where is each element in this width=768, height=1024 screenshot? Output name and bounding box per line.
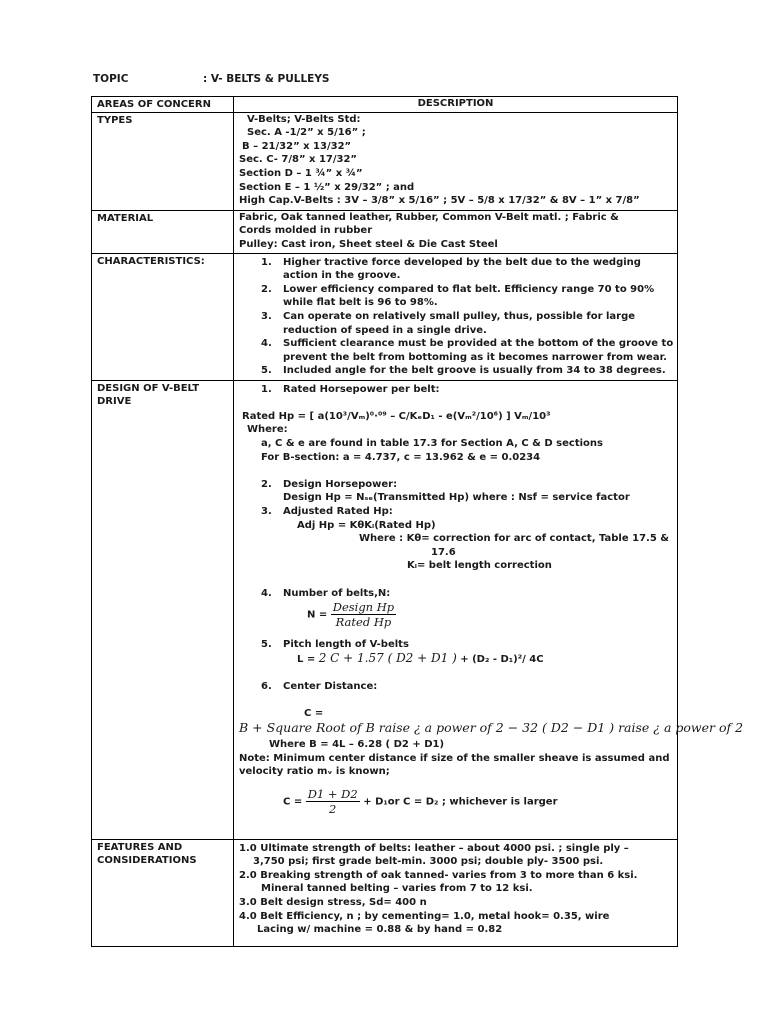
types-label: TYPES [92, 112, 234, 210]
features-label: FEATURES AND CONSIDERATIONS [92, 839, 234, 946]
characteristic-item: 2. Lower efficiency compared to flat belt. Efficiency range 70 to 90% while flat belt is 96 to 98%. [261, 283, 655, 309]
design-step-4: 4. Number of belts,N: [261, 587, 391, 599]
header-row [92, 97, 678, 113]
design-label: DESIGN OF V-BELT DRIVE [92, 380, 234, 839]
characteristic-item: 4. Sufficient clearance must be provided at the bottom of the groove to prevent the belt from bottoming as it becomes narrower from wear. [261, 338, 674, 363]
types-line: Sec. A -1/2” x 5/16” ; [247, 127, 366, 139]
min-center-formula: C = $\frac{D1 + D2}{2}$ + D₁or C = D₂ ; whichever is larger [283, 787, 558, 817]
pitch-length-formula: L = 2 C + 1.57 ( D2 + D1 ) + (D₂ - D₁)²/ 4C [297, 650, 544, 665]
row-material [92, 210, 678, 253]
specs-table [91, 96, 744, 947]
types-line: Sec. C- 7/8” x 17/32” [239, 154, 358, 166]
feature-line: Lacing w/ machine = 0.88 & by hand = 0.82 [257, 924, 503, 936]
adj-hp-formula: Adj Hp = KθKₗ(Rated Hp) [297, 519, 436, 531]
kl-note: Kₗ= belt length correction [407, 560, 552, 572]
design-step-3: 3. Adjusted Rated Hp: [261, 505, 393, 517]
characteristic-item: 3. Can operate on relatively small pulley, thus, possible for large reduction of speed in a single drive. [261, 310, 636, 336]
characteristic-item: 5. Included angle for the belt groove is usually from 34 to 38 degrees. [261, 365, 666, 377]
adj-hp-table: 17.6 [431, 546, 456, 558]
row-types [92, 112, 678, 210]
row-features [92, 839, 678, 946]
design-step-2: 2. Design Horsepower: [261, 478, 398, 490]
feature-line: 1.0 Ultimate strength of belts: leather – about 4000 psi. ; single ply – [239, 842, 629, 854]
topic-value: : V- BELTS & PULLEYS [203, 73, 330, 85]
material-line: Cords molded in rubber [239, 225, 373, 237]
feature-line: 3,750 psi; first grade belt-min. 3000 psi; double ply- 3500 psi. [253, 856, 604, 868]
note-line-2: velocity ratio mᵥ is known; [239, 766, 390, 778]
design-step-5: 5. Pitch length of V-belts [261, 639, 409, 651]
feature-line: 4.0 Belt Efficiency, n ; by cementing= 1.0, metal hook= 0.35, wire [239, 910, 610, 922]
design-step-6: 6. Center Distance: [261, 680, 378, 692]
center-distance-formula: B + Square Root of B raise ¿ a power of 2 − 32 ( D2 − D1 ) raise ¿ a power of 2 [239, 719, 744, 735]
design-step-1: 1. Rated Horsepower per belt: [261, 383, 440, 395]
ace-note: a, C & e are found in table 17.3 for Section A, C & D sections [261, 437, 603, 449]
types-line: V-Belts; V-Belts Std: [247, 113, 361, 125]
belts-formula: N = $\frac{\text{Design Hp}}{\text{Rated Hp}}$ [307, 600, 395, 630]
center-c-label: C = [304, 708, 324, 720]
b-definition: Where B = 4L – 6.28 ( D2 + D1) [269, 739, 445, 751]
feature-line: 2.0 Breaking strength of oak tanned- varies from 3 to more than 6 ksi. [239, 869, 638, 881]
types-line: Section E – 1 ½” x 29/32” ; and [239, 181, 415, 193]
header-areas: AREAS OF CONCERN [92, 97, 234, 113]
feature-line: 3.0 Belt design stress, Sd= 400 n [239, 896, 427, 908]
types-line: Section D – 1 ¾” x ¾” [239, 167, 363, 179]
row-design [92, 380, 678, 839]
topic-label: TOPIC [93, 73, 129, 85]
note-line-1: Note: Minimum center distance if size of the smaller sheave is assumed and [239, 752, 670, 764]
row-characteristics [92, 253, 678, 380]
characteristic-item: 1. Higher tractive force developed by the belt due to the wedging action in the groove. [261, 256, 641, 282]
header-description: DESCRIPTION [234, 97, 678, 113]
feature-line: Mineral tanned belting – varies from 7 to 12 ksi. [261, 883, 533, 895]
material-line: Pulley: Cast iron, Sheet steel & Die Cast Steel [239, 238, 498, 250]
adj-hp-where: Where : Kθ= correction for arc of contact, Table 17.5 & [359, 533, 669, 545]
design-hp-formula: Design Hp = Nₛₑ(Transmitted Hp) where : Nsf = service factor [283, 492, 630, 504]
where-label: Where: [247, 424, 288, 436]
b-section-note: For B-section: a = 4.737, c = 13.962 & e = 0.0234 [261, 451, 541, 463]
characteristics-label: CHARACTERISTICS: [92, 253, 234, 380]
types-line: High Cap.V-Belts : 3V – 3/8” x 5/16” ; 5V – 5/8 x 17/32” & 8V – 1” x 7/8” [239, 195, 640, 207]
rated-hp-formula: Rated Hp = [ a(10³/Vₘ)⁰·⁰⁹ – C/KₑD₁ - e(Vₘ²/10⁶) ] Vₘ/10³ [242, 410, 551, 422]
material-label: MATERIAL [92, 210, 234, 253]
types-line: B – 21/32” x 13/32” [242, 140, 352, 152]
topic-line [93, 73, 330, 85]
material-line: Fabric, Oak tanned leather, Rubber, Common V-Belt matl. ; Fabric & [239, 211, 619, 223]
